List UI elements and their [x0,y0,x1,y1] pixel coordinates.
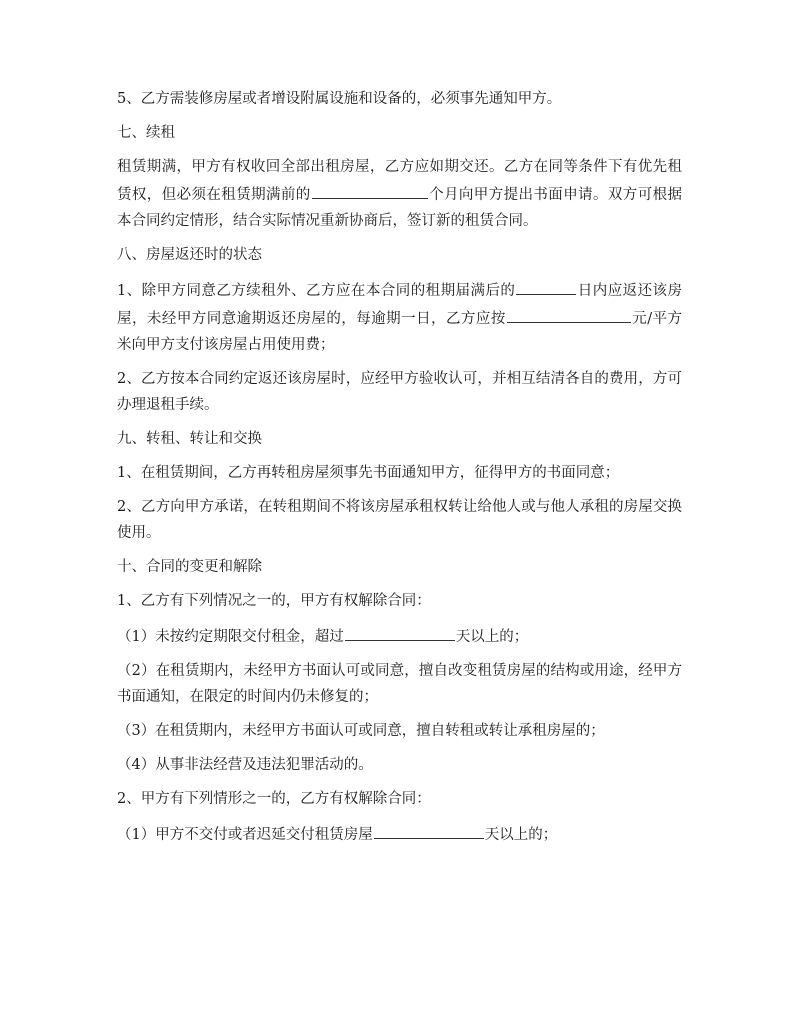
paragraph-text: 5、乙方需装修房屋或者增设附属设施和设备的，必须事先通知甲方。 [117,91,562,107]
termination-item-3 [117,718,682,744]
paragraph-text: （2）在租赁期内，未经甲方书面认可或同意，擅自改变租赁房屋的结构或用途，经甲方书面通知，在限定的时间内仍未修复的； [117,663,682,705]
section-9-heading [117,426,682,452]
paragraph-text: 天以上的； [455,629,529,645]
termination-clause-1 [117,588,682,614]
section-7-heading [117,120,682,146]
clause-5-decoration [117,86,682,112]
termination-item-5 [117,820,682,848]
termination-item-4 [117,752,682,778]
termination-clause-2 [117,786,682,812]
section-10-heading [117,554,682,580]
sublease-clause-1 [117,460,682,486]
return-clause-2 [117,366,682,418]
blank-line [345,622,455,641]
termination-item-1 [117,622,682,650]
blank-line [516,276,576,295]
paragraph-text: 2、甲方有下列情形之一的，乙方有权解除合同： [117,791,431,807]
paragraph-text: 1、乙方有下列情况之一的，甲方有权解除合同： [117,593,431,609]
return-clause-1 [117,276,682,358]
blank-line [507,304,631,323]
paragraph-text: 2、乙方按本合同约定返还该房屋时，应经甲方验收认可，并相互结清各自的费用，方可办理退租手续。 [117,371,682,413]
paragraph-text: 日内应返还该房屋，未经甲方同意逾期返还房屋的，每逾期一日，乙方应按 [117,283,683,327]
paragraph-text: （3）在租赁期内，未经甲方书面认可或同意，擅自转租或转让承租房屋的； [117,723,605,739]
paragraph-text: 元/平方米向甲方支付该房屋占用使用费； [117,311,682,353]
blank-line [374,820,484,839]
document-page [117,86,682,856]
paragraph-text: 1、在租赁期间，乙方再转租房屋须事先书面通知甲方，征得甲方的书面同意； [117,465,620,481]
paragraph-text: 2、乙方向甲方承诺，在转租期间不将该房屋承租权转让给他人或与他人承租的房屋交换使用。 [117,499,682,541]
heading-text: 九、转租、转让和交换 [117,431,262,447]
section-8-heading [117,242,682,268]
paragraph-text: 1、除甲方同意乙方续租外、乙方应在本合同的租期届满后的 [117,283,516,299]
blank-line [312,180,428,199]
paragraph-text: （4）从事非法经营及违法犯罪活动的。 [117,757,373,773]
paragraph-text: 租赁期满，甲方有权收回全部出租房屋，乙方应如期交还。乙方在同等条件下有优先租赁权，但必须在租赁期满前的 [117,159,682,203]
renewal-paragraph [117,154,682,234]
sublease-clause-2 [117,494,682,546]
paragraph-text: 天以上的； [484,827,558,843]
heading-text: 十、合同的变更和解除 [117,559,262,575]
heading-text: 八、房屋返还时的状态 [117,247,262,263]
paragraph-text: （1）未按约定期限交付租金，超过 [117,629,344,645]
heading-text: 七、续租 [117,125,175,141]
paragraph-text: 个月向甲方提出书面申请。双方可根据本合同约定情形，结合实际情况重新协商后，签订新的租赁合同。 [117,187,683,229]
paragraph-text: （1）甲方不交付或者迟延交付租赁房屋 [117,827,373,843]
termination-item-2 [117,658,682,710]
